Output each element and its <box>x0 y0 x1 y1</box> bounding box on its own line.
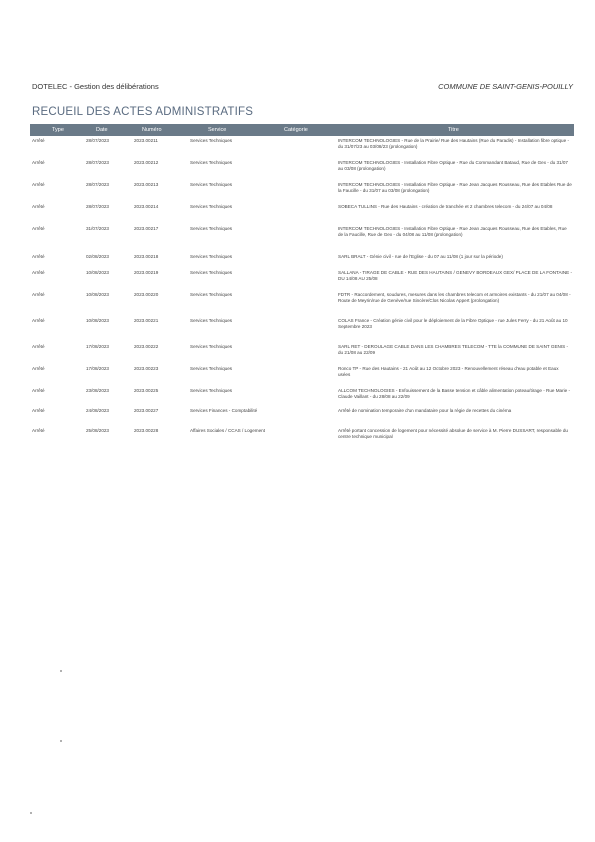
col-category: Catégorie <box>284 127 308 133</box>
cell-service: Services Techniques <box>190 270 233 275</box>
cell-type: Arrêté <box>32 160 45 165</box>
cell-number: 2023.00227 <box>134 408 159 413</box>
cell-title: COLAS France - Création génie civil pour le déploiement de la Fibre Optique - rue Jules Ferry - du 21 Août au 10 Septembre 2023 <box>338 318 568 329</box>
cell-title: SOBECA TULLINS - Rue des Hautains - création de tranchée et 2 chambres telecom - du 24/07 au 04/08 <box>338 204 553 209</box>
cell-service: Services Techniques <box>190 318 233 323</box>
cell-number: 2023.00225 <box>134 388 159 393</box>
cell-title: ALLCOM TECHNOLOGIES - Enfouissement de la Basse tension et câble alimentation poteau/tirage - Rue Marie - Claude Vaillant - du 28/08 au 22/09 <box>338 388 571 399</box>
cell-number: 2023.00220 <box>134 292 159 297</box>
cell-date: 10/08/2023 <box>86 270 109 275</box>
cell-date: 02/08/2023 <box>86 254 109 259</box>
cell-type: Arrêté <box>32 204 45 209</box>
cell-service: Services Techniques <box>190 160 233 165</box>
cell-number: 2023.00218 <box>134 254 159 259</box>
cell-service: Services Finances - Comptabilité <box>190 408 258 413</box>
cell-service: Services Techniques <box>190 366 233 371</box>
cell-date: 17/08/2023 <box>86 366 109 371</box>
cell-service: Services Techniques <box>190 138 233 143</box>
cell-number: 2023.00221 <box>134 318 159 323</box>
cell-service: Affaires Sociales / CCAS / Logement <box>190 428 265 433</box>
cell-type: Arrêté <box>32 226 45 231</box>
cell-service: Services Techniques <box>190 292 233 297</box>
col-service: Service <box>208 127 227 133</box>
cell-date: 25/08/2023 <box>86 428 109 433</box>
cell-service: Services Techniques <box>190 226 233 231</box>
table-header <box>30 124 574 136</box>
cell-type: Arrêté <box>32 138 45 143</box>
cell-date: 28/07/2023 <box>86 138 109 143</box>
cell-type: Arrêté <box>32 428 45 433</box>
cell-title: INTERCOM TECHNOLOGIES - Rue de la Prairie/ Rue des Hautains (Rue du Paradis) - Installation fibre optique - du 31/07/23 au 03/08/23 (prolongation) <box>338 138 569 149</box>
cell-type: Arrêté <box>32 292 45 297</box>
cell-date: 28/07/2023 <box>86 160 109 165</box>
cell-title: Ronco TP - Rue des Hautains - 21 Août au 12 Octobre 2023 - Renouvellement réseau d'eau potable et Eaux usées <box>338 366 559 377</box>
cell-title: SARL BRALT - Génie civil - rue de l'Eglise - du 07 au 11/08 (1 jour sur la période) <box>338 254 503 259</box>
cell-service: Services Techniques <box>190 254 233 259</box>
col-type: Type <box>52 127 64 133</box>
cell-number: 2023.00214 <box>134 204 159 209</box>
cell-number: 2023.00228 <box>134 428 159 433</box>
cell-date: 17/08/2023 <box>86 344 109 349</box>
commune-name: COMMUNE DE SAINT-GENIS-POUILLY <box>438 82 573 91</box>
cell-type: Arrêté <box>32 388 45 393</box>
cell-type: Arrêté <box>32 318 45 323</box>
cell-title: INTERCOM TECHNOLOGIES - Installation Fibre Optique - Rue Jean Jacques Rousseau, Rue des Etables, Rue de la Faucille, Rue de Gex - du 04/08 au 11/08 (prolongation) <box>338 226 567 237</box>
cell-number: 2023.00219 <box>134 270 159 275</box>
cell-number: 2023.00211 <box>134 138 158 143</box>
col-title: Titre <box>448 127 459 133</box>
cell-number: 2023.00222 <box>134 344 159 349</box>
cell-type: Arrêté <box>32 270 45 275</box>
cell-type: Arrêté <box>32 182 45 187</box>
cell-number: 2023.00223 <box>134 366 159 371</box>
cell-service: Services Techniques <box>190 388 233 393</box>
cell-number: 2023.00212 <box>134 160 159 165</box>
cell-title: Arrêté de nomination temporaire d'un mandataire pour la régie de recettes du cinéma <box>338 408 512 413</box>
col-number: Numéro <box>142 127 162 133</box>
cell-type: Arrêté <box>32 408 45 413</box>
scan-speck <box>30 812 32 814</box>
cell-service: Services Techniques <box>190 182 233 187</box>
cell-date: 23/08/2023 <box>86 388 109 393</box>
cell-service: Services Techniques <box>190 344 233 349</box>
cell-title: INTERCOM TECHNOLOGIES - Installation Fibre Optique - Rue Jean Jacques Rousseau, Rue des Etables Rue de la Faucille - du 31/07 au 03/08 (prolongation) <box>338 182 572 193</box>
cell-title: Arrêté portant concession de logement pour nécessité absolue de service à M. Pierre DUSSART, responsable du centre technique municipal <box>338 428 568 439</box>
cell-title: SARL RET - DEROULAGE CABLE DANS LES CHAMBRES TELECOM - TTE la COMMUNE DE SAINT GENIS - du 21/08 au 22/09 <box>338 344 568 355</box>
cell-title: FDTR - Raccordement, soudures, mesures dans les chambres telecom et armoires existants - du 21/07 au 04/08 - Route de Meyrin/rue de Genève/rue Sincère/Clos Nicolas Appert (prolongation) <box>338 292 571 303</box>
scan-speck <box>60 740 62 742</box>
cell-type: Arrêté <box>32 366 45 371</box>
cell-date: 10/08/2023 <box>86 292 109 297</box>
cell-date: 31/07/2023 <box>86 226 109 231</box>
app-title: DOTELEC - Gestion des délibérations <box>32 82 159 91</box>
cell-date: 28/07/2023 <box>86 204 109 209</box>
cell-title: INTERCOM TECHNOLOGIES - Installation Fibre Optique - Rue du Commandant Bataud, Rue de Gex - du 31/07 au 03/08 (prolongation) <box>338 160 568 171</box>
cell-type: Arrêté <box>32 254 45 259</box>
cell-number: 2023.00217 <box>134 226 159 231</box>
col-date: Date <box>96 127 108 133</box>
cell-date: 24/08/2023 <box>86 408 109 413</box>
cell-number: 2023.00213 <box>134 182 159 187</box>
cell-service: Services Techniques <box>190 204 233 209</box>
cell-date: 10/08/2023 <box>86 318 109 323</box>
scan-speck <box>60 670 62 672</box>
cell-type: Arrêté <box>32 344 45 349</box>
cell-date: 28/07/2023 <box>86 182 109 187</box>
cell-title: SALLANA - TIRAGE DE CABLE - RUE DES HAUTAINS / GENEVY BORDEAUX GEX/ PLACE DE LA FONTAINE - DU 14/08 AU 25/08 <box>338 270 573 281</box>
document-title: RECUEIL DES ACTES ADMINISTRATIFS <box>32 106 254 118</box>
